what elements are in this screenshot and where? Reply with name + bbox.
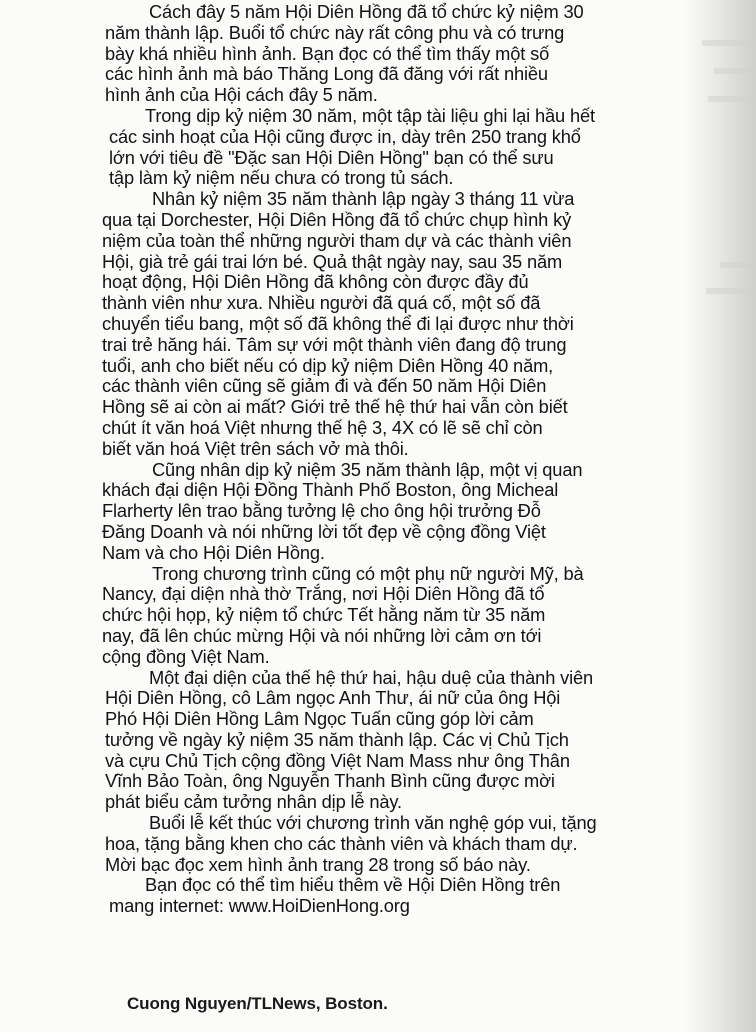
- paragraph-2: [109, 104, 641, 189]
- bleed-through-mark: [714, 68, 750, 74]
- text-line: Bạn đọc có thể tìm hiểu thêm về Hội Diên Hồng trên: [145, 874, 561, 896]
- text-line: mang internet: www.HoiDienHong.org: [109, 895, 410, 917]
- text-line: niệm của toàn thể những người tham dự và các thành viên: [102, 229, 572, 251]
- text-line: chức hội họp, kỷ niệm tổ chức Tết hằng năm từ 35 năm: [102, 604, 546, 626]
- text-line: cộng đồng Việt Nam.: [102, 645, 270, 667]
- text-line: năm thành lập. Buổi tổ chức này rất công phu và có trưng: [105, 21, 565, 43]
- text-line: nay, đã lên chúc mừng Hội và nói những lời cảm ơn tới: [102, 624, 542, 646]
- bleed-through-mark: [702, 40, 750, 46]
- paragraph-6: [105, 666, 641, 814]
- text-line: phát biểu cảm tưởng nhân dịp lễ này.: [105, 791, 402, 813]
- text-line: các thành viên cũng sẽ giảm đi và đến 50 năm Hội Diên: [102, 375, 547, 397]
- text-line: Hội Diên Hồng, cô Lâm ngọc Anh Thư, ái nữ của ông Hội: [105, 687, 561, 709]
- text-line: và cựu Chủ Tịch cộng đồng Việt Nam Mass như ông Thân: [105, 749, 570, 771]
- text-line: khách đại diện Hội Đồng Thành Phố Boston, ông Micheal: [102, 479, 559, 501]
- text-line: Trong dịp kỷ niệm 30 năm, một tập tài liệu ghi lại hầu hết: [145, 104, 595, 126]
- paragraph-5: [102, 562, 641, 668]
- text-line: các hình ảnh mà báo Thăng Long đã đăng với rất nhiều: [105, 63, 548, 85]
- text-line: Hồng sẽ ai còn ai mất? Giới trẻ thế hệ thứ hai vẫn còn biết: [102, 396, 568, 418]
- text-line: các sinh hoạt của Hội cũng được in, dày trên 250 trang khổ: [109, 125, 581, 147]
- text-line: qua tại Dorchester, Hội Diên Hồng đã tổ chức chụp hình kỷ: [102, 208, 572, 230]
- text-line: trai trẻ hăng hái. Tâm sự với một thành viên đang độ trung: [102, 333, 567, 355]
- paragraph-8: [109, 874, 641, 917]
- paragraph-7: [105, 812, 641, 875]
- paragraph-1: [105, 1, 641, 106]
- text-line: Nhân kỷ niệm 35 năm thành lập ngày 3 tháng 11 vừa: [152, 188, 575, 210]
- bleed-through-mark: [708, 96, 750, 102]
- page-edge-shadow: [686, 0, 756, 1032]
- author-signature: Cuong Nguyen/TLNews, Boston.: [127, 994, 388, 1013]
- text-line: Nancy, đại diện nhà thờ Trắng, nơi Hội Diên Hồng đã tổ: [102, 583, 545, 605]
- text-line: thành viên như xưa. Nhiều người đã quá cố, một số đã: [102, 292, 541, 314]
- text-line: biết văn hoá Việt trên sách vở mà thôi.: [102, 437, 409, 459]
- text-line: tuổi, anh cho biết nếu có dịp kỷ niệm Diên Hồng 40 năm,: [102, 354, 554, 376]
- text-line: lớn với tiêu đề "Đặc san Hội Diên Hồng" bạn có thể sưu: [109, 146, 554, 168]
- article-body: [102, 1, 641, 917]
- text-line: Đăng Doanh và nói những lời tốt đẹp về cộng đồng Việt: [102, 520, 546, 542]
- text-line: Hội, già trẻ gái trai lớn bé. Quả thật ngày nay, sau 35 năm: [102, 250, 563, 272]
- text-line: Flarherty lên trao bằng tưởng lệ cho ông hội trưởng Đỗ: [102, 500, 541, 522]
- bleed-through-mark: [706, 288, 750, 294]
- text-line: Buổi lễ kết thúc với chương trình văn nghệ góp vui, tặng: [149, 812, 597, 834]
- text-line: Cũng nhân dịp kỷ niệm 35 năm thành lập, một vị quan: [152, 458, 583, 480]
- text-line: hình ảnh của Hội cách đây 5 năm.: [105, 84, 378, 106]
- text-line: chút ít văn hoá Việt nhưng thế hệ 3, 4X có lẽ sẽ chỉ còn: [102, 416, 543, 438]
- paragraph-3: [102, 188, 641, 459]
- text-line: tập làm kỷ niệm nếu chưa có trong tủ sách.: [109, 167, 454, 189]
- text-line: Trong chương trình cũng có một phụ nữ người Mỹ, bà: [152, 562, 584, 584]
- text-line: hoạt động, Hội Diên Hồng đã không còn được đầy đủ: [102, 271, 529, 293]
- text-line: Vĩnh Bảo Toàn, ông Nguyễn Thanh Bình cũng được mời: [105, 770, 555, 792]
- text-line: Cách đây 5 năm Hội Diên Hồng đã tổ chức kỷ niệm 30: [149, 1, 584, 22]
- text-line: Một đại diện của thế hệ thứ hai, hậu duệ của thành viên: [149, 666, 594, 688]
- text-line: tưởng về ngày kỷ niệm 35 năm thành lập. Các vị Chủ Tịch: [105, 728, 569, 750]
- paragraph-4: [102, 458, 641, 564]
- text-line: chuyển tiểu bang, một số đã không thể đi lại được như thời: [102, 312, 574, 334]
- bleed-through-mark: [720, 262, 750, 268]
- text-line: hoa, tặng bằng khen cho các thành viên và khách tham dự.: [105, 832, 578, 854]
- text-line: Phó Hội Diên Hồng Lâm Ngọc Tuấn cũng góp lời cảm: [105, 708, 534, 730]
- text-line: Mời bạc đọc xem hình ảnh trang 28 trong số báo này.: [105, 853, 531, 875]
- text-line: Nam và cho Hội Diên Hồng.: [102, 541, 325, 563]
- text-line: bày khá nhiều hình ảnh. Bạn đọc có thể tìm thấy một số: [105, 42, 550, 64]
